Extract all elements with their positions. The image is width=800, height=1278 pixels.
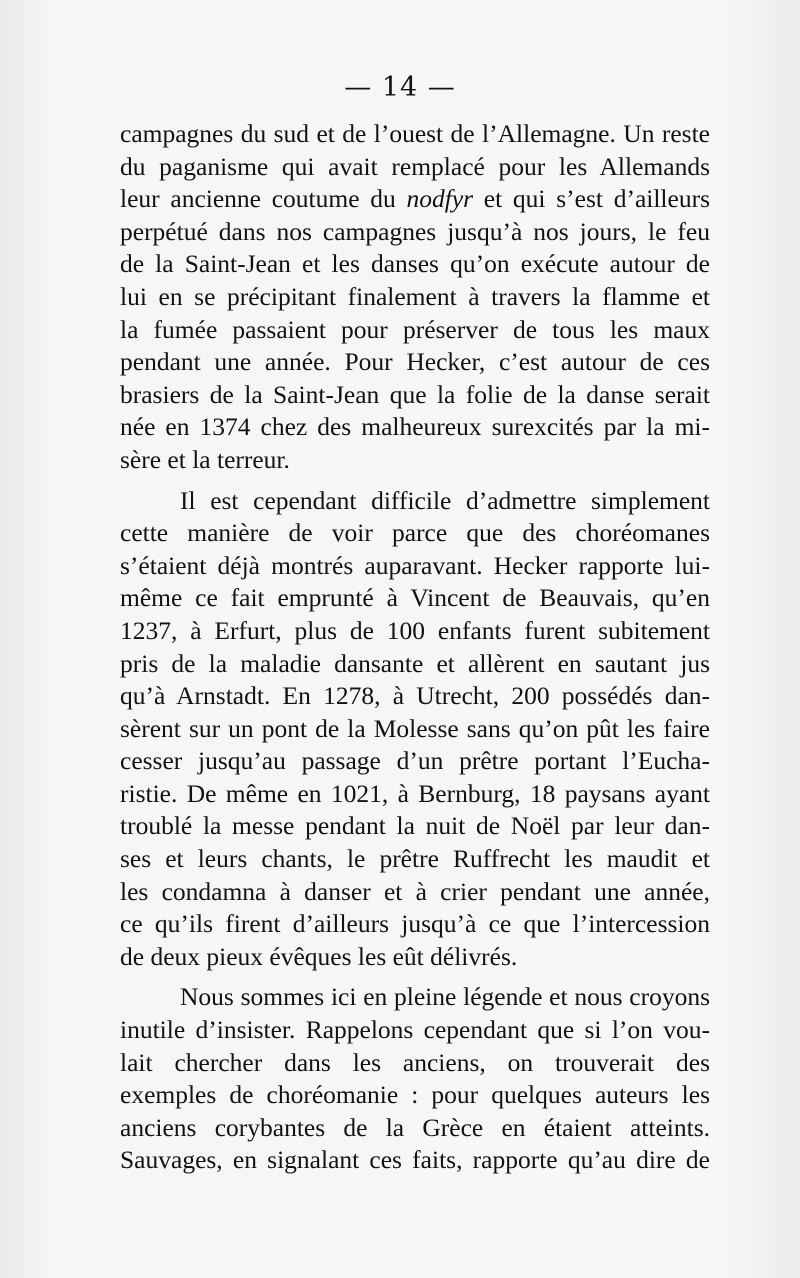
text-line: campagnes du sud et de l’ouest de l’Allemagne. Un reste [120, 119, 710, 148]
text-line: lait chercher dans les anciens, on trouverait des [120, 1047, 710, 1077]
text-line: même ce fait emprunté à Vincent de Beauvais, qu’en [120, 583, 710, 613]
text-line: de la Saint-Jean et les danses qu’on exécute autour de [120, 249, 710, 279]
text-line: les condamna à danser et à crier pendant une année, [120, 876, 710, 906]
page-number-header: — 14 — [344, 72, 456, 103]
text-line: s’étaient déjà montrés auparavant. Hecker rapporte lui- [120, 550, 710, 580]
text-line: Nous sommes ici en pleine légende et nous croyons [180, 982, 710, 1012]
text-line: sère et la terreur. [120, 444, 290, 474]
text-line: anciens corybantes de la Grèce en étaient atteints. [120, 1112, 710, 1142]
text-line: sèrent sur un pont de la Molesse sans qu’on pût les faire [120, 713, 710, 743]
text-line: perpétué dans nos campagnes jusqu’à nos jours, le feu [120, 216, 710, 246]
text-line: qu’à Arnstadt. En 1278, à Utrecht, 200 possédés dan- [120, 681, 710, 711]
text-line: née en 1374 chez des malheureux surexcités par la mi- [120, 412, 710, 442]
text-line: Sauvages, en signalant ces faits, rapporte qu’au dire de [120, 1145, 710, 1175]
text-line: la fumée passaient pour préserver de tous les maux [120, 314, 710, 344]
text-line: cette manière de voir parce que des choréomanes [120, 518, 710, 548]
text-line: brasiers de la Saint-Jean que la folie de la danse serait [120, 379, 710, 409]
text-line: exemples de choréomanie : pour quelques auteurs les [120, 1080, 710, 1110]
text-line: ce qu’ils firent d’ailleurs jusqu’à ce que l’intercession [120, 909, 710, 939]
text-line: inutile d’insister. Rappelons cependant que si l’on vou- [120, 1015, 710, 1045]
text-line: de deux pieux évêques les eût délivrés. [120, 941, 518, 971]
text-line: ristie. De même en 1021, à Bernburg, 18 paysans ayant [120, 778, 710, 808]
text-line: ses et leurs chants, le prêtre Ruffrecht les maudit et [120, 844, 710, 874]
text-line: pris de la maladie dansante et allèrent en sautant jus [120, 648, 710, 678]
text-line: pendant une année. Pour Hecker, c’est autour de ces [120, 347, 710, 377]
paragraph-2 [120, 485, 710, 974]
text-line: cesser jusqu’au passage d’un prêtre portant l’Eucha- [120, 746, 710, 776]
paragraph-1 [120, 118, 710, 477]
text-line: troublé la messe pendant la nuit de Noël par leur dan- [120, 811, 710, 841]
text-line: 1237, à Erfurt, plus de 100 enfants furent subitement [120, 615, 710, 645]
text-line: leur ancienne coutume du nodfyr et qui s’est d’ailleurs [120, 184, 711, 214]
text-line: lui en se précipitant finalement à travers la flamme et [120, 281, 710, 311]
body-text [120, 118, 710, 1177]
paragraph-3 [120, 981, 710, 1177]
text-line: du paganisme qui avait remplacé pour les Allemands [120, 151, 710, 181]
text-line: Il est cependant difficile d’admettre simplement [180, 485, 710, 515]
